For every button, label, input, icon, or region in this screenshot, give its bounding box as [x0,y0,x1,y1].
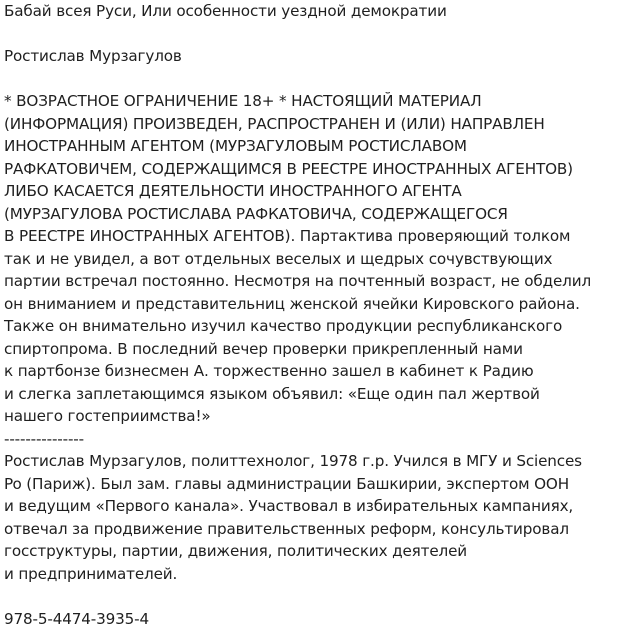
blank-line [4,585,620,608]
text-line: спиртопрома. В последний вечер проверки прикрепленный нами [4,338,620,361]
text-line: * ВОЗРАСТНОЕ ОГРАНИЧЕНИЕ 18+ * НАСТОЯЩИЙ МАТЕРИАЛ [4,90,620,113]
bio-line: и предпринимателей. [4,563,620,586]
document [4,0,620,630]
text-line: Также он внимательно изучил качество продукции республиканского [4,315,620,338]
text-line: ИНОСТРАННЫМ АГЕНТОМ (МУРЗАГУЛОВЫМ РОСТИСЛАВОМ [4,135,620,158]
text-line: В РЕЕСТРЕ ИНОСТРАННЫХ АГЕНТОВ). Партактива проверяющий толком [4,225,620,248]
blank-line [4,68,620,91]
text-line: он вниманием и представительниц женской ячейки Кировского района. [4,293,620,316]
text-line: нашего гостеприимства!» [4,405,620,428]
isbn: 978-5-4474-3935-4 [4,608,620,630]
text-line: ЛИБО КАСАЕТСЯ ДЕЯТЕЛЬНОСТИ ИНОСТРАННОГО АГЕНТА [4,180,620,203]
text-line: партии встречал постоянно. Несмотря на почтенный возраст, не обделил [4,270,620,293]
bio-line: и ведущим «Первого канала». Участвовал в избирательных кампаниях, [4,495,620,518]
text-line: и слегка заплетающимся языком объявил: «Еще один пал жертвой [4,383,620,406]
blank-line [4,23,620,46]
text-line: РАФКАТОВИЧЕМ, СОДЕРЖАЩИМСЯ В РЕЕСТРЕ ИНОСТРАННЫХ АГЕНТОВ) [4,158,620,181]
bio-line: отвечал за продвижение правительственных реформ, консультировал [4,518,620,541]
text-line: к партбонзе бизнесмен А. торжественно зашел в кабинет к Радию [4,360,620,383]
book-title: Бабай всея Руси, Или особенности уездной демократии [4,0,620,23]
separator-line: --------------- [4,428,620,451]
annotation-text [4,90,620,428]
text-line: так и не увидел, а вот отдельных веселых и щедрых сочувствующих [4,248,620,271]
author-bio [4,450,620,585]
bio-line: Po (Париж). Был зам. главы администрации Башкирии, экспертом ООН [4,473,620,496]
author-name: Ростислав Мурзагулов [4,45,620,68]
bio-line: госструктуры, партии, движения, политических деятелей [4,540,620,563]
text-line: (МУРЗАГУЛОВА РОСТИСЛАВА РАФКАТОВИЧА, СОДЕРЖАЩЕГОСЯ [4,203,620,226]
text-line: (ИНФОРМАЦИЯ) ПРОИЗВЕДЕН, РАСПРОСТРАНЕН И (ИЛИ) НАПРАВЛЕН [4,113,620,136]
bio-line: Ростислав Мурзагулов, политтехнолог, 1978 г.р. Учился в МГУ и Sciences [4,450,620,473]
